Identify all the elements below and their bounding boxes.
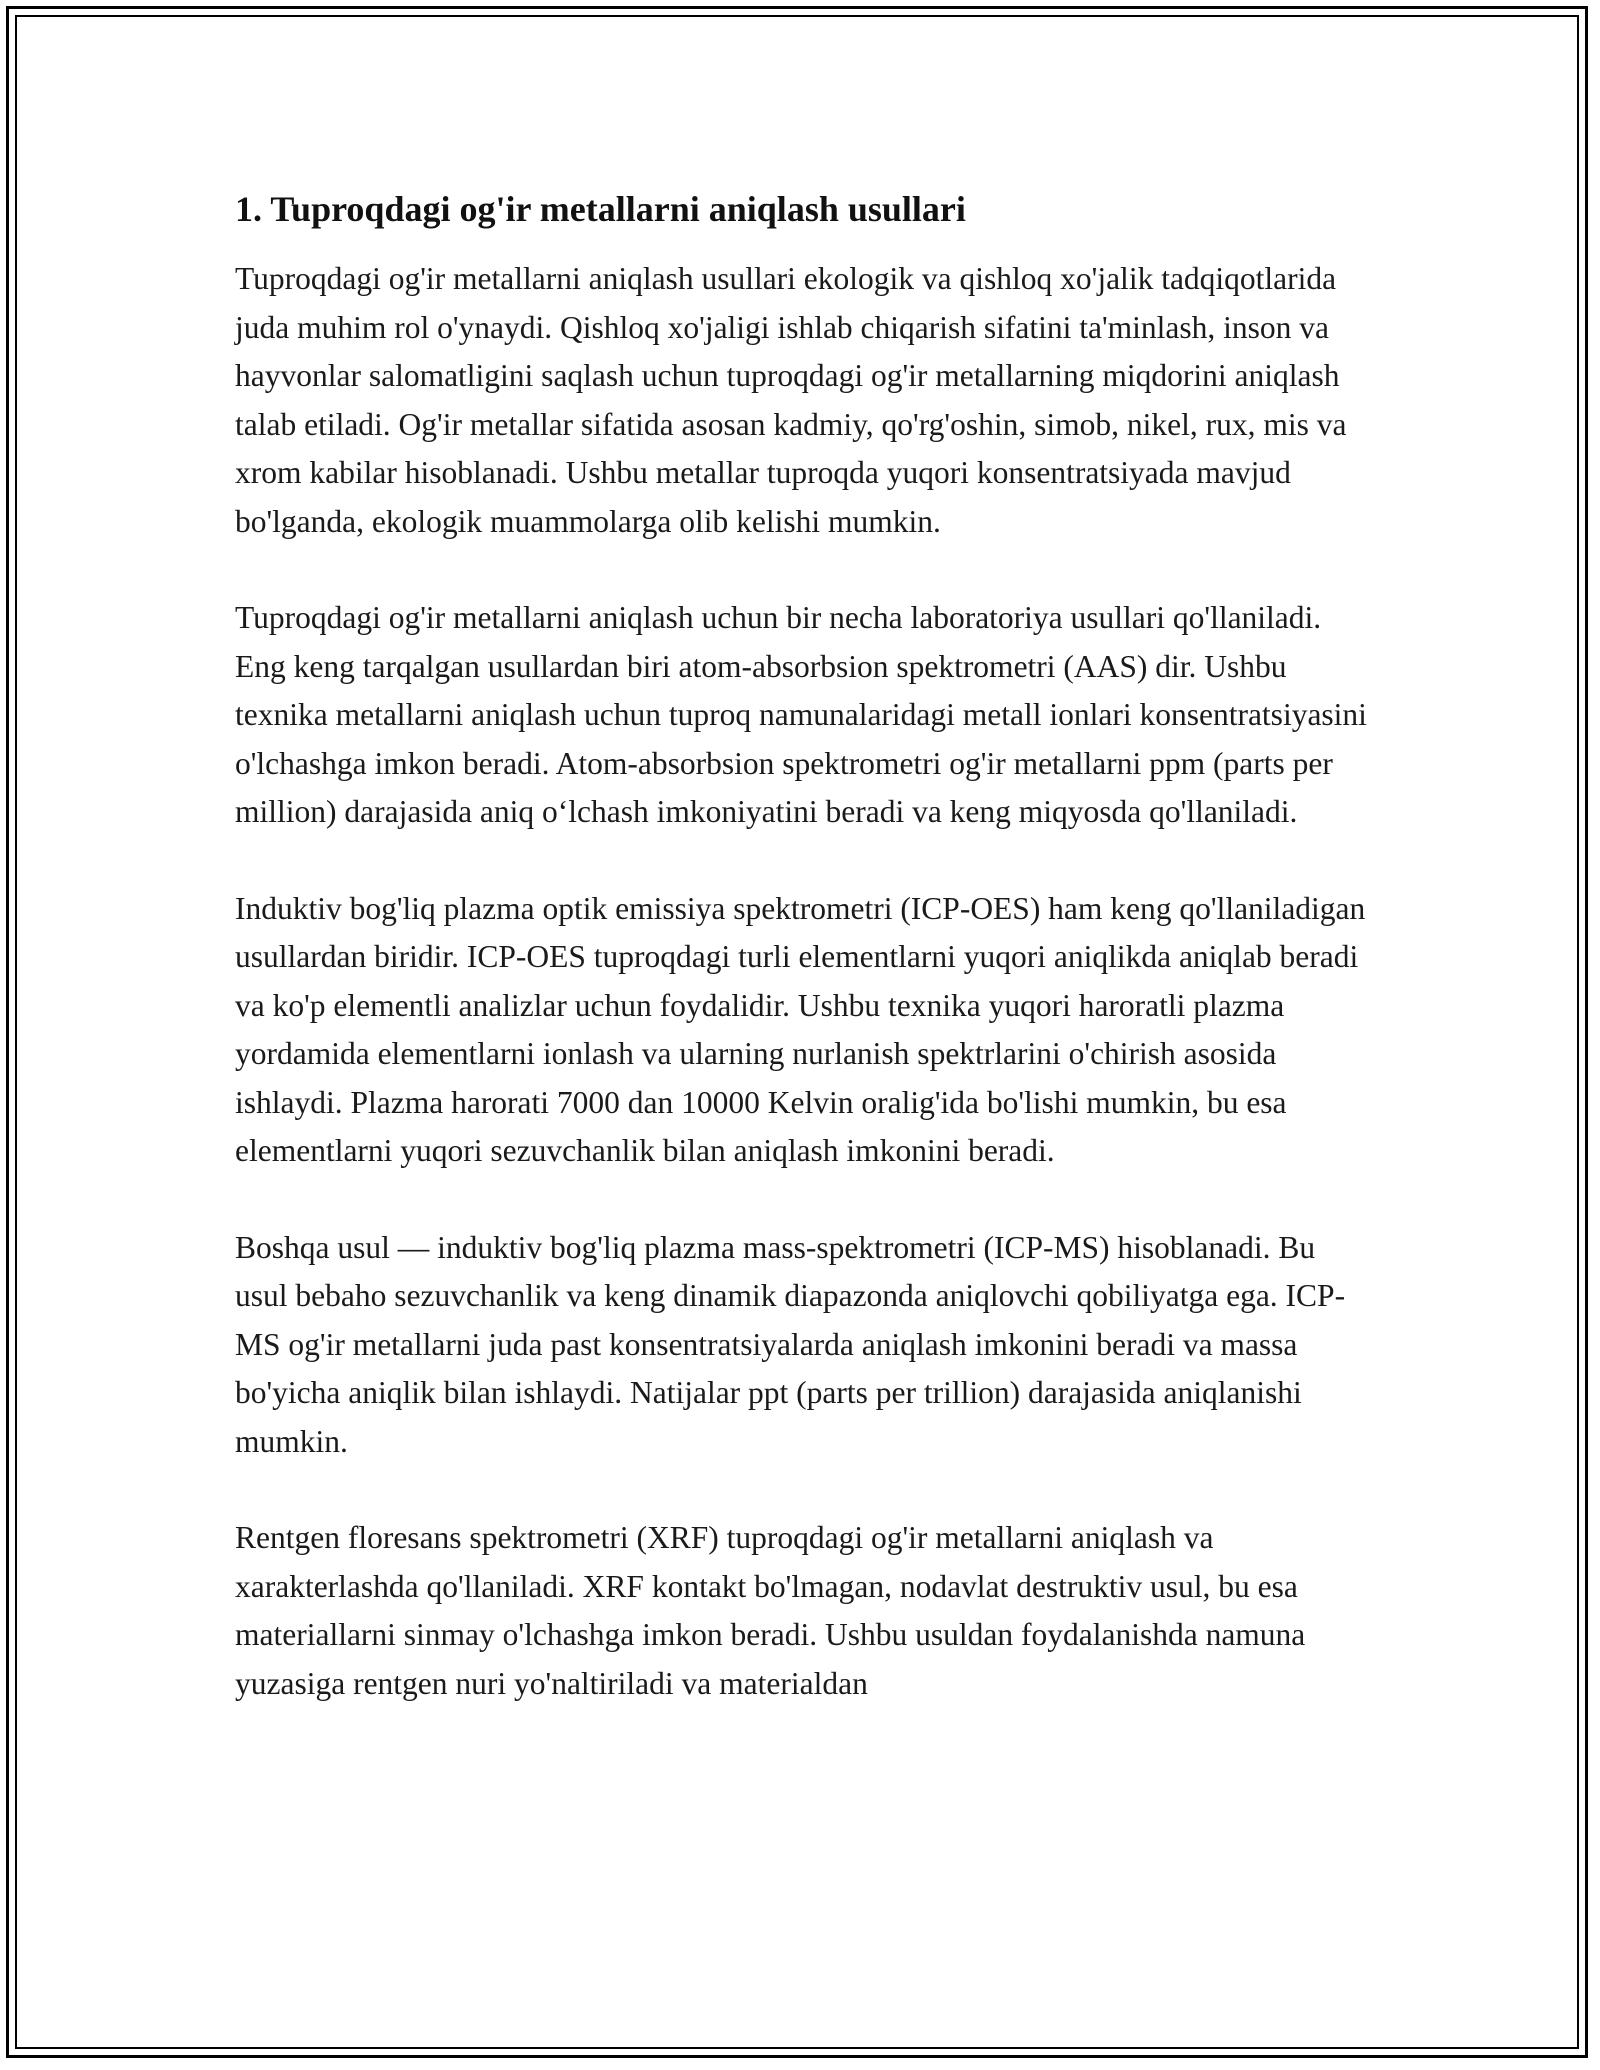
paragraph-aas: Tuproqdagi og'ir metallarni aniqlash uchun bir necha laboratoriya usullari qo'llaniladi. Eng keng tarqalgan usullardan biri atom-absorbsion spektrometri (AAS) dir. Ushbu texnika metallarni aniqlash uchun tuproq namunalaridagi metall ionlari konsentratsiyasini o'lchashga imkon beradi. Atom-absorbsion spektrometri og'ir metallarni ppm (parts per million) darajasida aniq o‘lchash imkoniyatini beradi va keng miqyosda qo'llaniladi.	[235, 600, 1367, 829]
paragraph-icp-ms: Boshqa usul — induktiv bog'liq plazma mass-spektrometri (ICP-MS) hisoblanadi. Bu usul bebaho sezuvchanlik va keng dinamik diapazonda aniqlovchi qobiliyatga ega. ICP-MS og'ir metallarni juda past konsentratsiyalarda aniqlash imkonini beradi va massa bo'yicha aniqlik bilan ishlaydi. Natijalar ppt (parts per trillion) darajasida aniqlanishi mumkin.	[235, 1229, 1346, 1459]
document-body	[235, 185, 1375, 1756]
paragraph-intro: Tuproqdagi og'ir metallarni aniqlash usullari ekologik va qishloq xo'jalik tadqiqotlarida juda muhim rol o'ynaydi. Qishloq xo'jaligi ishlab chiqarish sifatini ta'minlash, inson va hayvonlar salomatligini saqlash uchun tuproqdagi og'ir metallarning miqdorini aniqlash talab etiladi. Og'ir metallar sifatida asosan kadmiy, qo'rg'oshin, simob, nikel, rux, mis va xrom kabilar hisoblanadi. Ushbu metallar tuproqda yuqori konsentratsiyada mavjud bo'lganda, ekologik muammolarga olib kelishi mumkin.	[235, 261, 1347, 539]
paragraph-xrf: Rentgen floresans spektrometri (XRF) tuproqdagi og'ir metallarni aniqlash va xarakterlashda qo'llaniladi. XRF kontakt bo'lmagan, nodavlat destruktiv usul, bu esa materiallarni sinmay o'lchashga imkon beradi. Ushbu usuldan foydalanishda namuna yuzasiga rentgen nuri yo'naltiriladi va materialdan	[235, 1520, 1306, 1701]
paragraph-icp-oes: Induktiv bog'liq plazma optik emissiya spektrometri (ICP-OES) ham keng qo'llaniladigan usullardan biridir. ICP-OES tuproqdagi turli elementlarni yuqori aniqlikda aniqlab beradi va ko'p elementli analizlar uchun foydalidir. Ushbu texnika yuqori haroratli plazma yordamida elementlarni ionlash va ularning nurlanish spektrlarini o'chirish asosida ishlaydi. Plazma harorati 7000 dan 10000 Kelvin oralig'ida bo'lishi mumkin, bu esa elementlarni yuqori sezuvchanlik bilan aniqlash imkonini beradi.	[235, 890, 1366, 1168]
section-heading: 1. Tuproqdagi og'ir metallarni aniqlash usullari	[235, 189, 966, 229]
